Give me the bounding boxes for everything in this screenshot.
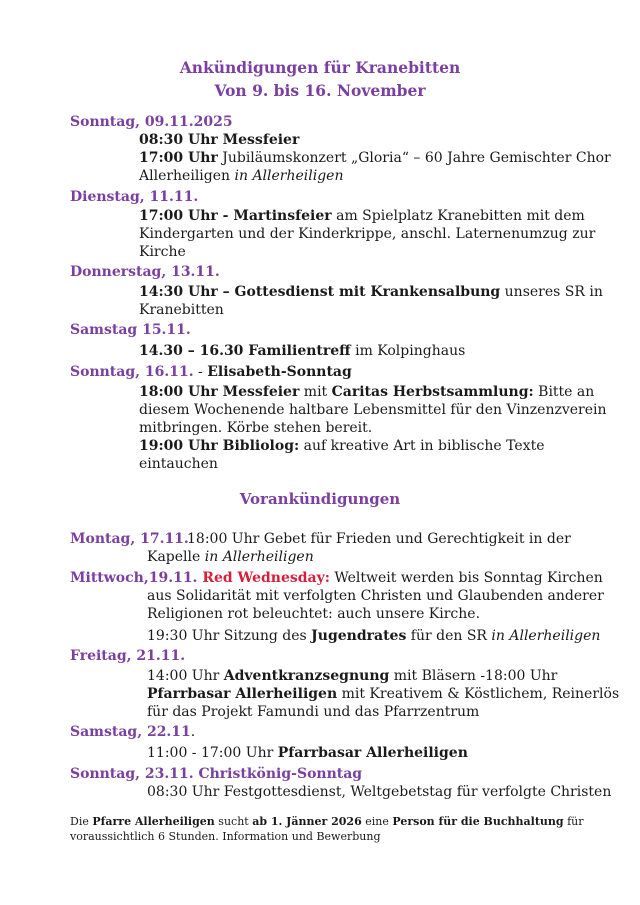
day-heading: Sonntag, 16.11. - Elisabeth-Sonntag bbox=[70, 364, 352, 380]
day-heading: Sonntag, 23.11. Christkönig-Sonntag bbox=[70, 766, 363, 782]
event-line: 08:30 Uhr Festgottesdienst, Weltgebetstag für verfolgte Christen bbox=[147, 784, 612, 800]
event-line: 08:30 Uhr Messfeier bbox=[139, 132, 300, 148]
event-line: 19:30 Uhr Sitzung des Jugendrates für den SR in Allerheiligen bbox=[147, 628, 601, 644]
event-line: eintauchen bbox=[139, 456, 218, 472]
section-heading: Vorankündigungen bbox=[239, 490, 401, 508]
event-line: Religionen rot beleuchtet: auch unsere Kirche. bbox=[147, 606, 481, 622]
event-line: 17:00 Uhr - Martinsfeier am Spielplatz Kranebitten mit dem bbox=[139, 208, 585, 224]
event-line: Kindergarten und der Kinderkrippe, anschl. Laternenumzug zur bbox=[139, 226, 596, 242]
event-line: 14:30 Uhr – Gottesdienst mit Krankensalbung unseres SR in bbox=[139, 284, 603, 300]
event-line: 17:00 Uhr Jubiläumskonzert „Gloria“ – 60 Jahre Gemischter Chor bbox=[139, 150, 611, 166]
day-heading: Freitag, 21.11. bbox=[70, 648, 186, 664]
day-heading: Samstag 15.11. bbox=[70, 322, 191, 338]
event-line: aus Solidarität mit verfolgten Christen und Glaubenden anderer bbox=[147, 588, 604, 604]
event-line: 18:00 Uhr Gebet für Frieden und Gerechtigkeit in der bbox=[187, 531, 571, 547]
page-subtitle: Von 9. bis 16. November bbox=[214, 81, 426, 100]
day-heading: Montag, 17.11. bbox=[70, 531, 189, 547]
footer-note: voraussichtlich 6 Stunden. Information und Bewerbung bbox=[70, 830, 381, 843]
event-line: für das Projekt Famundi und das Pfarrzentrum bbox=[147, 704, 480, 720]
event-line: 18:00 Uhr Messfeier mit Caritas Herbstsammlung: Bitte an bbox=[139, 384, 595, 400]
day-heading: Samstag, 22.11. bbox=[70, 724, 196, 740]
event-line: Kapelle in Allerheiligen bbox=[147, 549, 314, 565]
event-line: Pfarrbasar Allerheiligen mit Kreativem & Köstlichem, Reinerlös bbox=[147, 686, 620, 702]
day-heading: Mittwoch,19.11. Red Wednesday: Weltweit werden bis Sonntag Kirchen bbox=[70, 570, 603, 586]
event-line: mitbringen. Körbe stehen bereit. bbox=[139, 420, 373, 436]
event-line: Allerheiligen in Allerheiligen bbox=[139, 168, 344, 184]
event-line: 19:00 Uhr Bibliolog: auf kreative Art in biblische Texte bbox=[139, 438, 545, 454]
event-line: Kirche bbox=[139, 244, 186, 260]
event-line: 11:00 - 17:00 Uhr Pfarrbasar Allerheiligen bbox=[147, 745, 468, 761]
day-heading: Donnerstag, 13.11. bbox=[70, 264, 220, 280]
event-line: 14:00 Uhr Adventkranzsegnung mit Bläsern -18:00 Uhr bbox=[147, 668, 558, 684]
event-line: Kranebitten bbox=[139, 302, 224, 318]
footer-note: Die Pfarre Allerheiligen sucht ab 1. Jänner 2026 eine Person für die Buchhaltung für bbox=[70, 815, 584, 828]
event-line: diesem Wochenende haltbare Lebensmittel für den Vinzenzverein bbox=[139, 402, 607, 418]
event-line: 14.30 – 16.30 Familientreff im Kolpinghaus bbox=[139, 343, 466, 359]
day-heading: Sonntag, 09.11.2025 bbox=[70, 114, 233, 130]
page-title: Ankündigungen für Kranebitten bbox=[179, 58, 461, 77]
day-heading: Dienstag, 11.11. bbox=[70, 189, 199, 205]
